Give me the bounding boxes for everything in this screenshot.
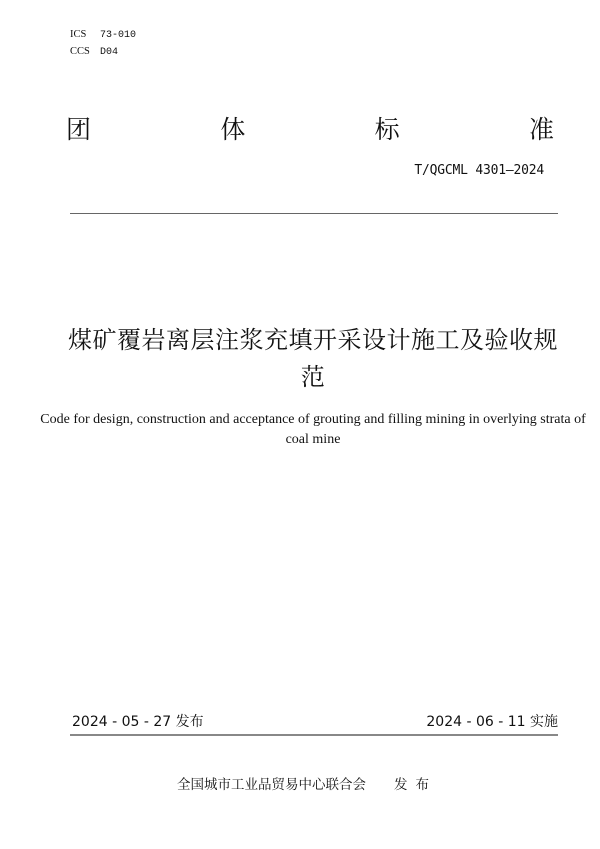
publisher-action: 发布 [394,777,437,793]
ics-value: 73-010 [100,30,137,41]
header-divider [70,213,558,214]
publisher-name: 全国城市工业品贸易中心联合会 [177,777,366,793]
standard-type-char: 准 [528,115,554,144]
footer-divider [70,734,558,736]
ics-row [70,27,136,44]
document-title-chinese: 煤矿覆岩离层注浆充填开采设计施工及验收规范 [68,326,558,391]
classification-codes [70,27,136,61]
standard-number: T/QGCML 4301—2024 [414,163,544,178]
ccs-value: D04 [100,47,119,58]
ccs-row [70,44,136,61]
effective-date: 2024 - 06 - 11 实施 [426,714,558,730]
standard-type-char: 标 [374,115,400,144]
publisher-line [177,776,437,794]
ics-label: ICS [70,29,87,40]
ccs-label: CCS [70,46,90,57]
document-title-english: Code for design, construction and acceptance of grouting and filling mining in overlying strata of coal mine [40,412,586,447]
standard-type-char: 体 [220,115,246,144]
standard-type-heading [66,114,554,146]
issue-date: 2024 - 05 - 27 发布 [72,714,204,730]
standard-type-char: 团 [66,115,92,144]
